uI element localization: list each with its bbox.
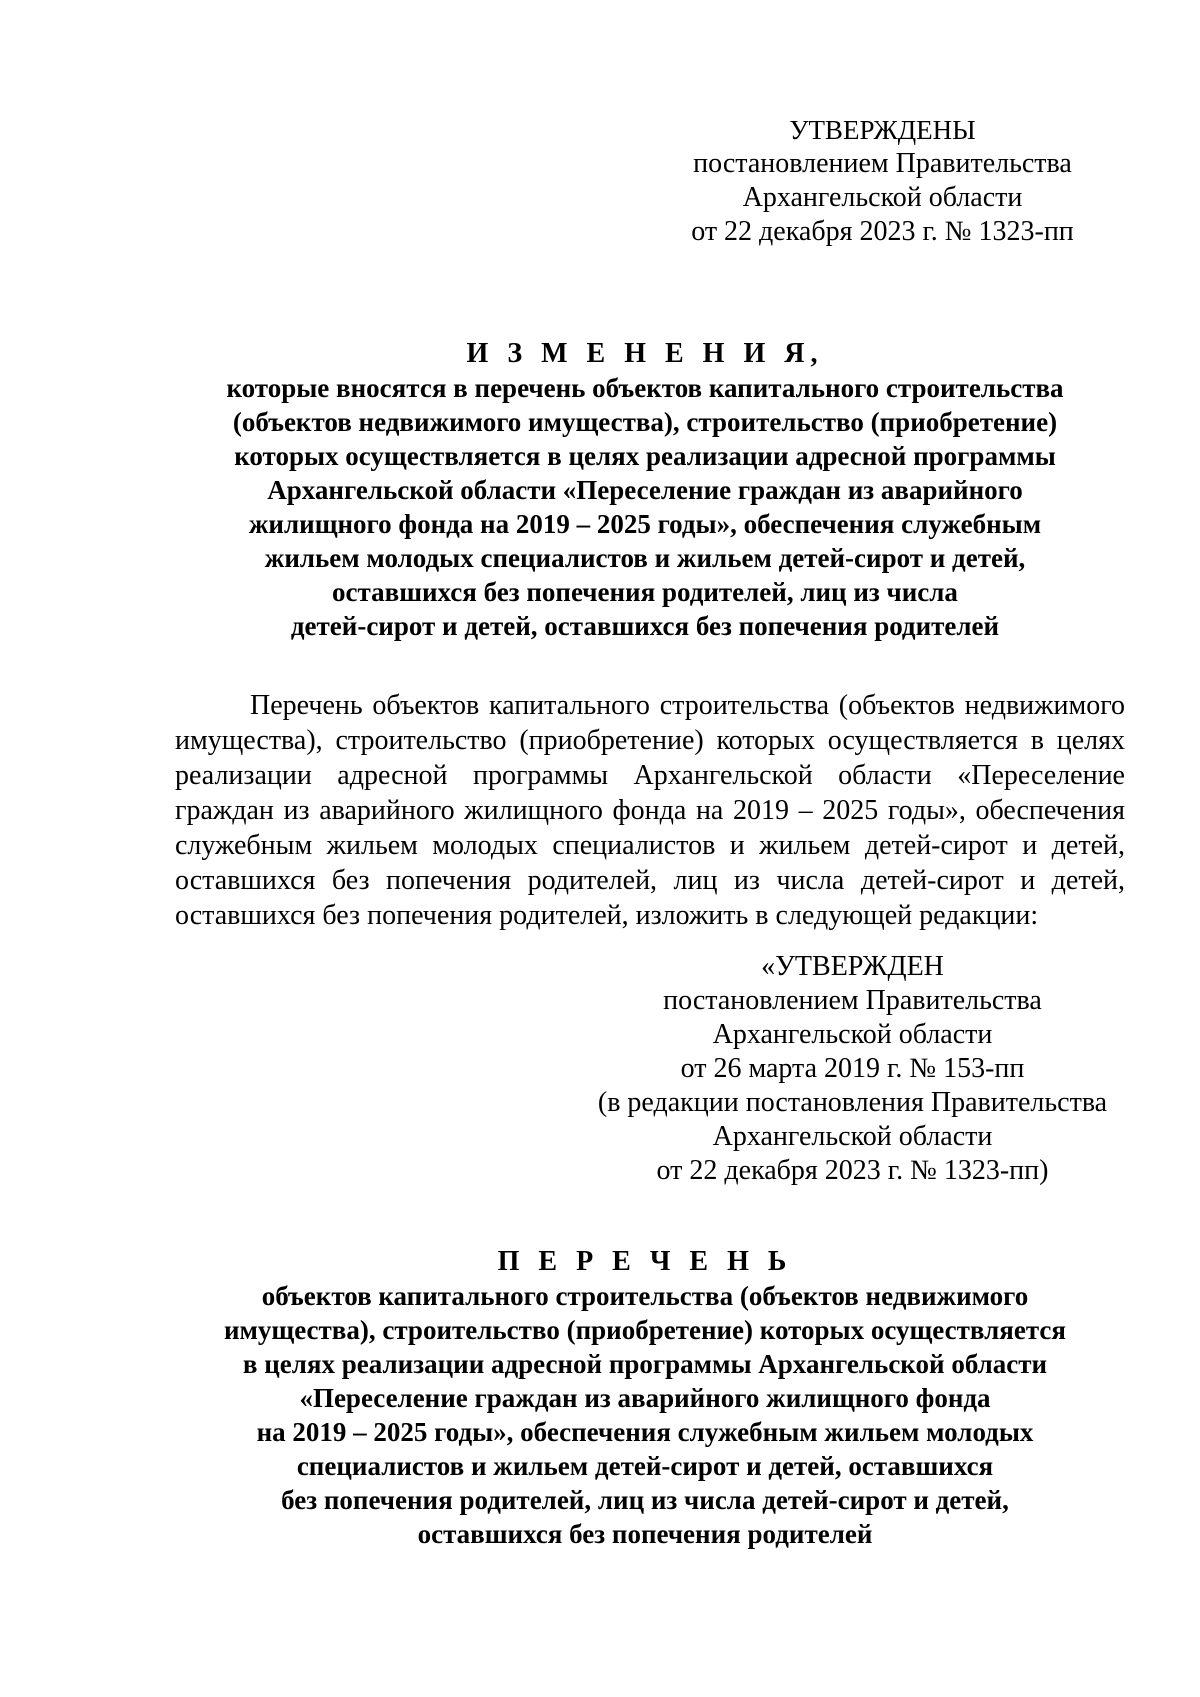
changes-heading-line: которые вносятся в перечень объектов капитального строительства — [226, 373, 1064, 403]
changes-heading-line: оставшихся без попечения родителей, лиц из числа — [332, 577, 958, 607]
approval-second-line: «УТВЕРЖДЕН — [761, 951, 944, 982]
approval-second-line: Архангельской области — [712, 1019, 993, 1050]
approval-stamp-top — [675, 113, 1090, 249]
body-line: Перечень объектов капитального строительства (объектов недвижимого — [250, 690, 1125, 721]
changes-heading — [110, 337, 1180, 643]
body-paragraph — [175, 688, 1125, 933]
changes-heading-line: жильем молодых специалистов и жильем детей-сирот и детей, — [264, 543, 1026, 573]
changes-heading-line: Архангельской области «Переселение граждан из аварийного — [267, 475, 1023, 505]
body-line: граждан из аварийного жилищного фонда на 2019 – 2025 годы», обеспечения — [175, 795, 1125, 826]
changes-heading-line: (объектов недвижимого имущества), строительство (приобретение) — [232, 407, 1058, 437]
approval-second-line: от 26 марта 2019 г. № 153-пп — [680, 1053, 1025, 1084]
approval-top-line: УТВЕРЖДЕНЫ — [789, 115, 976, 145]
list-heading-line: без попечения родителей, лиц из числа детей-сирот и детей, — [281, 1485, 1009, 1515]
body-line: оставшихся без попечения родителей, изложить в следующей редакции: — [175, 900, 1039, 931]
approval-top-line: постановлением Правительства — [693, 148, 1072, 179]
approval-stamp-second — [580, 950, 1125, 1188]
list-heading-line: специалистов и жильем детей-сирот и детей, оставшихся — [296, 1451, 994, 1481]
approval-top-line: от 22 декабря 2023 г. № 1323-пп — [691, 216, 1074, 247]
body-line: реализации адресной программы Архангельской области «Переселение — [175, 760, 1125, 791]
approval-top-line: Архангельской области — [742, 182, 1023, 213]
body-line: имущества), строительство (приобретение) которых осуществляется в целях — [175, 725, 1125, 756]
list-heading — [110, 1245, 1180, 1551]
changes-heading-line: жилищного фонда на 2019 – 2025 годы», обеспечения служебным — [248, 509, 1042, 539]
list-heading-line: на 2019 – 2025 годы», обеспечения служебным жильем молодых — [256, 1417, 1034, 1447]
approval-second-line: (в редакции постановления Правительства — [597, 1087, 1108, 1118]
approval-second-line: от 22 декабря 2023 г. № 1323-пп) — [656, 1155, 1049, 1186]
approval-second-line: постановлением Правительства — [663, 985, 1042, 1016]
approval-second-line: Архангельской области — [712, 1121, 993, 1152]
list-heading-line: имущества), строительство (приобретение) которых осуществляется — [223, 1315, 1067, 1345]
body-line: служебным жильем молодых специалистов и жильем детей-сирот и детей, — [175, 830, 1125, 861]
changes-heading-line: которых осуществляется в целях реализации адресной программы — [234, 441, 1056, 471]
changes-heading-line: детей-сирот и детей, оставшихся без попечения родителей — [290, 611, 1000, 641]
body-line: оставшихся без попечения родителей, лиц из числа детей-сирот и детей, — [175, 865, 1125, 896]
list-heading-line: «Переселение граждан из аварийного жилищного фонда — [299, 1383, 991, 1413]
list-heading-line: оставшихся без попечения родителей — [417, 1519, 873, 1549]
changes-title: И З М Е Н Е Н И Я, — [466, 338, 824, 369]
list-heading-line: в целях реализации адресной программы Архангельской области — [242, 1349, 1048, 1379]
list-heading-line: объектов капитального строительства (объектов недвижимого — [261, 1281, 1029, 1311]
list-title: П Е Р Е Ч Е Н Ь — [497, 1246, 793, 1277]
